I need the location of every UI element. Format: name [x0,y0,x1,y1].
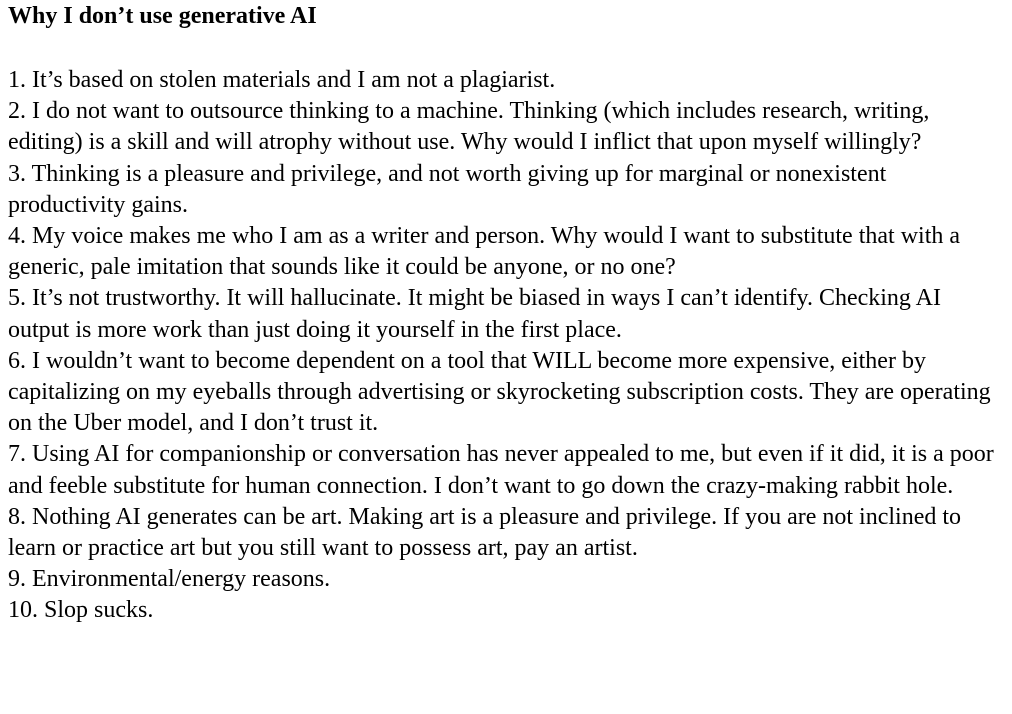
reason-item: 9. Environmental/energy reasons. [8,566,331,593]
reason-item: 8. Nothing AI generates can be art. Making art is a pleasure and privilege. If you are not inclined to learn or practice art but you still want to possess art, pay an artist. [8,503,962,562]
reason-item: 3. Thinking is a pleasure and privilege, and not worth giving up for marginal or nonexistent productivity gains. [8,160,887,218]
document-title: Why I don’t use generative AI [8,3,317,29]
reason-item: 4. My voice makes me who I am as a writer and person. Why would I want to substitute that with a generic, pale imitation that sounds like it could be anyone, or no one? [8,223,961,281]
reason-item: 5. It’s not trustworthy. It will hallucinate. It might be biased in ways I can’t identify. Checking AI output is more work than just doing it yourself in the first place. [8,285,941,343]
reasons-list [8,65,1004,627]
reason-item: 10. Slop sucks. [8,597,154,624]
reason-item: 1. It’s based on stolen materials and I am not a plagiarist. [8,67,556,93]
reason-item: 6. I wouldn’t want to become dependent on a tool that WILL become more expensive, either by capitalizing on my eyeballs through advertising or skyrocketing subscription costs. They are operating on the Uber model, and I don’t trust it. [8,347,991,437]
reason-item: 7. Using AI for companionship or conversation has never appealed to me, but even if it did, it is a poor and feeble substitute for human connection. I don’t want to go down the crazy-making rabbit hole. [8,441,994,499]
reason-item: 2. I do not want to outsource thinking to a machine. Thinking (which includes research, writing, editing) is a skill and will atrophy without use. Why would I inflict that upon myself willingly? [8,98,930,156]
document [8,0,1004,627]
